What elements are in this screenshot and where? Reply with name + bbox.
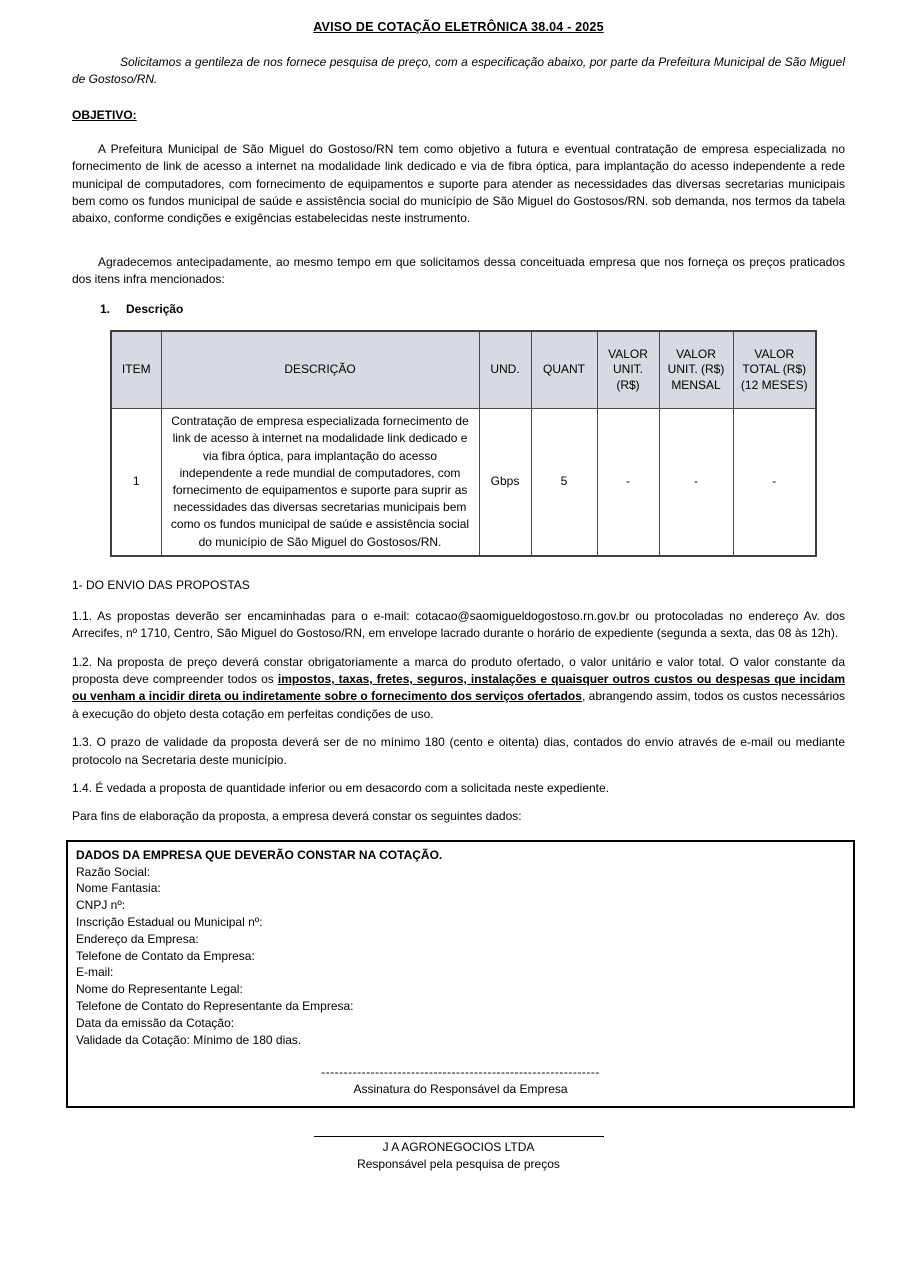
cell-valor-unit: - — [597, 409, 659, 556]
company-box-heading: DADOS DA EMPRESA QUE DEVERÃO CONSTAR NA COTAÇÃO. — [76, 847, 443, 862]
footer-company-name: J A AGRONEGOCIOS LTDA — [382, 1140, 535, 1154]
field-razao-social: Razão Social: — [76, 864, 151, 879]
header-descricao: DESCRIÇÃO — [161, 331, 479, 409]
field-cnpj: CNPJ nº: — [76, 898, 126, 913]
field-endereco: Endereço da Empresa: — [76, 931, 199, 946]
field-telefone-representante: Telefone de Contato do Representante da Empresa: — [76, 999, 354, 1014]
cell-valor-total: - — [733, 409, 816, 556]
header-quant: QUANT — [531, 331, 597, 409]
intro-paragraph: Solicitamos a gentileza de nos fornece pesquisa de preço, com a especificação abaixo, por parte da Prefeitura Municipal de São Miguel de Gostoso/RN. — [72, 55, 845, 87]
table-row — [111, 409, 816, 556]
field-email: E-mail: — [76, 965, 114, 980]
field-nome-fantasia: Nome Fantasia: — [76, 881, 161, 896]
field-inscricao: Inscrição Estadual ou Municipal nº: — [76, 915, 263, 930]
objective-paragraph: A Prefeitura Municipal de São Miguel do Gostoso/RN tem como objetivo a futura e eventual contratação de empresa especializada no fornecimento de link de acesso a internet na modalidade link dedicado e via de fibra óptica, para implantação do acesso independente a rede municipal de computadores, com fornecimento de equipamentos e suporte para atender as necessidades das diversas secretarias municipais bem como os fundos municipal de saúde e assistência social do município de São Miguel do Gostosos/RN. sob demanda, nos termos da tabela abaixo, conforme condições e exigências estabelecidas neste instrumento. — [72, 141, 845, 226]
signature-label: Assinatura do Responsável da Empresa — [353, 1082, 568, 1097]
clause-1-2-pre: 1.2. Na proposta de preço deverá constar obrigatoriamente a marca do produto ofertado, o valor unitário e valor total. O valor constante da proposta deve compreender todos os — [72, 654, 845, 686]
clause-1-1: 1.1. As propostas deverão ser encaminhadas para o e-mail: cotacao@saomigueldogostoso.rn.gov.br ou protocoladas no endereço Av. dos Arrecifes, nº 1710, Centro, São Miguel do Gostoso/RN, em envelope lacrado durante o horário de expediente (segunda a sexta, das 08 às 12h). — [72, 608, 845, 641]
cell-quant: 5 — [531, 409, 597, 556]
table-header-row — [111, 331, 816, 409]
signature-dashed-line: -------------------------------------------------------------- — [321, 1065, 600, 1080]
cell-descricao: Contratação de empresa especializada fornecimento de link de acesso à internet na modalidade link dedicado e via fibra óptica, para implantação do acesso independente a rede mundial de computadores, com fornecimento de equipamentos e suporte para suprir as necessidades das diversas secretarias municipais bem como os fundos municipal de saúde e assistência social do município de São Miguel do Gostosos/RN. — [161, 409, 479, 556]
field-telefone-empresa: Telefone de Contato da Empresa: — [76, 948, 255, 963]
quotation-table — [110, 330, 817, 557]
clause-1-2 — [72, 654, 845, 724]
clause-1-4: 1.4. É vedada a proposta de quantidade inferior ou em desacordo com a solicitada neste expediente. — [72, 781, 610, 796]
cell-valor-unit-mensal: - — [659, 409, 733, 556]
clause-1-3: 1.3. O prazo de validade da proposta deverá ser de no mínimo 180 (cento e oitenta) dias, contados do envio através de e-mail ou mediante protocolo na Secretaria deste município. — [72, 735, 845, 767]
field-data-emissao: Data da emissão da Cotação: — [76, 1015, 235, 1030]
header-valor-unit-mensal: VALOR UNIT. (R$) MENSAL — [659, 331, 733, 409]
cell-und: Gbps — [479, 409, 531, 556]
field-representante-legal: Nome do Representante Legal: — [76, 982, 243, 997]
footer-signature-block — [314, 1136, 604, 1172]
header-valor-total: VALOR TOTAL (R$) (12 MESES) — [733, 331, 816, 409]
list-label: Descrição — [126, 301, 184, 316]
footer-role: Responsável pela pesquisa de preços — [357, 1156, 560, 1171]
list-number: 1. — [100, 301, 111, 316]
header-und: UND. — [479, 331, 531, 409]
cell-item: 1 — [111, 409, 161, 556]
field-validade: Validade da Cotação: Mínimo de 180 dias. — [76, 1032, 302, 1047]
envio-propostas-heading: 1- DO ENVIO DAS PROPOSTAS — [72, 577, 250, 592]
header-valor-unit: VALOR UNIT. (R$) — [597, 331, 659, 409]
quotation-table-wrapper — [72, 330, 845, 557]
para-fins-paragraph: Para fins de elaboração da proposta, a empresa deverá constar os seguintes dados: — [72, 809, 522, 824]
company-data-box — [66, 840, 855, 1108]
clause-1-2-emphasis: impostos, taxas, fretes, seguros, instalações e quaisquer outros custos ou despesas que incidam ou venham a incidir direta ou indiretamente sobre o fornecimento dos serviços ofertados — [72, 672, 845, 704]
box-signature-area — [76, 1064, 845, 1098]
thanks-paragraph: Agradecemos antecipadamente, ao mesmo tempo em que solicitamos dessa conceituada empresa que nos forneça os preços praticados dos itens infra mencionados: — [72, 254, 845, 287]
footer-signature-line — [314, 1136, 604, 1137]
document-title: AVISO DE COTAÇÃO ELETRÔNICA 38.04 - 2025 — [313, 20, 604, 34]
header-item: ITEM — [111, 331, 161, 409]
description-list-heading — [72, 302, 845, 316]
objective-heading: OBJETIVO: — [72, 107, 137, 122]
clause-1-2-post: , abrangendo assim, todos os custos necessários à execução do objeto desta cotação em perfeitas condições de uso. — [72, 689, 846, 721]
